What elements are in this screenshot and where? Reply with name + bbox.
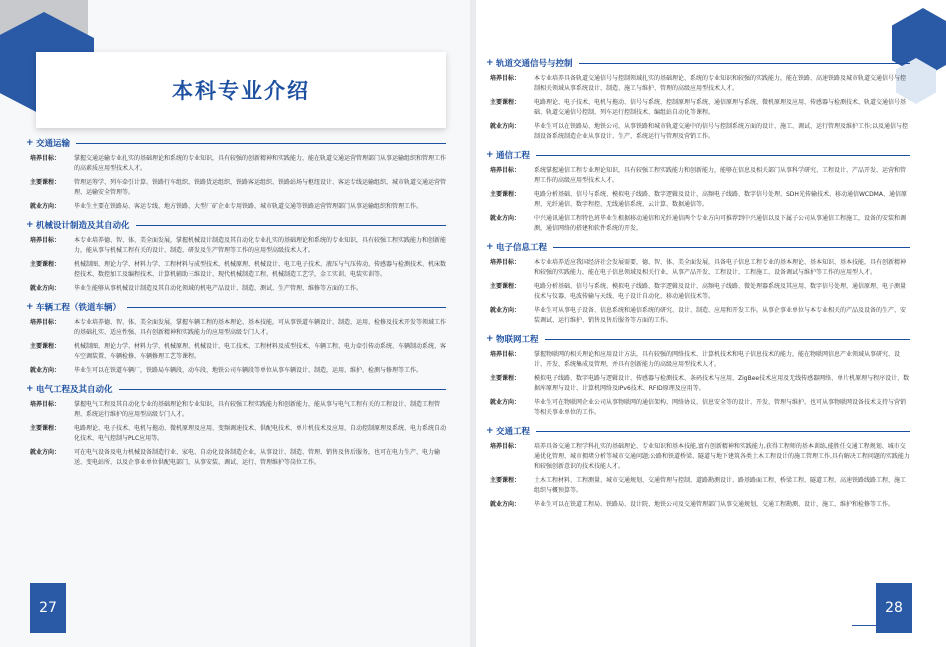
row-label: 培养目标： [490,443,521,450]
section-header [486,424,910,438]
info-row [26,284,446,294]
left-content [26,136,446,474]
info-row [26,366,446,376]
row-text: 电路理论、电子技术、电机与拖动、微机原理及应用、变频调速技术、供配电技术、单片机技术及应用、自动控制原理及系统、电力系统自动化技术、电气控制与PLC应用等。 [74,425,447,442]
plus-icon: + [26,138,34,148]
page-number-left: 27 [30,583,66,633]
info-row [486,374,910,394]
info-row [26,448,446,468]
row-text: 毕业生可从事电子设备、信息系统和通信系统的研究、设计、制造、应用和开发工作。从事企事业单位与本专业相关的产品及设备的生产、安装调试、运行维护、销售及售后服务等方面的工作。 [534,307,907,324]
plus-icon: + [486,426,494,436]
row-label: 主要课程： [30,179,61,186]
info-row [486,350,910,370]
page-title: 本科专业介绍 [172,79,310,103]
row-label: 就业方向： [490,307,521,314]
row-text: 毕业生可以在铁道工程局、铁路局、设计院、地铁公司及交通管理部门从事交通规划，交通工程勘测、设计、施工、维护和检修等工作。 [534,501,895,508]
row-text: 管理运筹学、列车牵引计算、铁路行车组织、铁路货运组织、铁路客运组织、铁路站场与枢纽设计、客运专线运输组织、城市轨道交通运营管理、运输安全管理等。 [74,179,447,196]
major-section [26,382,446,468]
info-row [486,214,910,234]
left-page [0,0,470,647]
section-rule [553,247,910,248]
section-header [486,56,910,70]
row-text: 掌握交通运输专业扎实的基础理论和系统的专业知识，具有较强的创新精神和实践能力，能在轨道交通运营管理部门从事运输组织和管理工作的高素质应用型技术人才。 [74,155,447,172]
major-section [26,136,446,212]
section-rule [76,143,446,144]
plus-icon: + [486,334,494,344]
row-label: 培养目标： [490,167,521,174]
row-text: 机械制图、理论力学、材料力学、工程材料与成型技术、机械原理、机械设计、电工电子技术、液压与气压传动、传感器与检测技术、机床数控技术、数控加工及编程技术、计算机辅助三维设计、现代机械制造工程、机械制造工艺学，金工实训、电装实训等。 [74,261,447,278]
row-label: 就业方向： [30,449,61,456]
info-row [486,166,910,186]
row-text: 本专业培养德、智、体、美全面发展，掌握车辆工程的基本理论、基本技能，可从事铁道车辆设计、制造、运用、检修及技术开发等领域工作的基础扎实、适应性强、具有创新精神和实践能力的应用型高级专门人才。 [74,319,447,336]
row-text: 土木工程材料、工程测量、城市交通规划、交通管理与控制、道路勘测设计、路基路面工程、桥梁工程、隧道工程、高速铁路线路工程、施工组织与概预算等。 [534,477,907,494]
row-label: 就业方向： [490,215,521,222]
plus-icon: + [26,384,34,394]
section-header [26,136,446,150]
row-label: 就业方向： [30,203,61,210]
row-text: 电路理论、电子技术、电机与拖动、信号与系统、控制原理与系统、通信原理与系统、微机原理及应用、传感器与检测技术、轨道交通信号基础、轨道交通信号控制、列车运行控制技术、编组站自动化等课程。 [534,99,907,116]
major-section [26,300,446,376]
plus-icon: + [26,220,34,230]
row-text: 系统掌握通信工程专业理论知识，具有较强工程实践能力和创新能力，能够在信息及相关部门从事科学研究、工程设计、产品开发、运营和管理工作的高级应用型技术人才。 [534,167,907,184]
row-text: 掌握电气工程及其自动化专业的基础理论和专业知识，具有较强工程实践能力和创新能力，能从事与电气工程有关的工程设计、制造工程管理、系统运行维护的应用型高级专门人才。 [74,401,441,418]
row-text: 模拟电子线路、数字电路与逻辑设计、传感器与检测技术、条码技术与应用、ZigBee技术应用及无线传感器网络、单片机原理与程序设计、数据库原理与设计、计算机网络及IPv6技术、RFID原理及应用等。 [534,375,910,392]
row-text: 毕业生能够从事机械设计制造及其自动化领域的机电产品设计、制造、测试、生产管理、维修等方面的工作。 [74,285,363,292]
info-row [26,424,446,444]
info-row [26,202,446,212]
info-row [486,258,910,278]
row-label: 培养目标： [30,319,61,326]
page-number-rule [852,625,876,626]
row-label: 主要课程： [490,99,521,106]
row-label: 主要课程： [490,375,521,382]
section-header [26,382,446,396]
section-rule [136,225,446,226]
section-title: 电子信息工程 [496,243,548,253]
title-banner [36,52,446,128]
section-rule [545,339,910,340]
plus-icon: + [486,150,494,160]
section-rule [119,389,446,390]
right-content [486,56,910,516]
row-label: 主要课程： [490,477,521,484]
info-row [486,500,910,510]
section-title: 物联网工程 [496,335,539,345]
section-title: 机械设计制造及其自动化 [36,221,130,231]
row-label: 主要课程： [30,261,61,268]
info-row [486,398,910,418]
row-text: 掌握物联网的相关理论和应用设计方法，具有较强的网络技术、计算机技术和电子信息技术的能力，能在物联网信息产业领域从事研究、设计、开发、系统集成及管理，并具有创新能力的高级应用型技术人才。 [534,351,901,368]
info-row [26,260,446,280]
section-title: 通信工程 [496,151,531,161]
section-header [26,218,446,232]
right-page [476,0,946,647]
major-section [486,56,910,142]
plus-icon: + [486,242,494,252]
section-title: 交通工程 [496,427,531,437]
row-text: 毕业生可在物联网企业公司从事物联网的通信架构、网络协议、信息安全等的设计、开发、管理与维护。也可从事物联网设备技术支持与营销等相关事业单位的工作。 [534,399,907,416]
info-row [486,442,910,472]
plus-icon: + [26,302,34,312]
row-text: 本专业培养适应我国经济社会发展需要，德、智、体、美全面发展，具备电子信息工程专业的基本理论、基本知识、基本技能，具有创新精神和较强的实践能力，能在电子信息领域及相关行业，从事产品开发、工程设计、工程施工、设备调试与维护等工作的应用型人才。 [534,259,907,276]
section-header [486,148,910,162]
plus-icon: + [486,58,494,68]
row-text: 中兴通讯通信工程特色班毕业生根据移动通信和光纤通信两个专业方向可推荐到中兴通信以及下属子公司从事通信工程施工，设备的安装和调测，通信网络的搭建和软件系统的开发。 [534,215,907,232]
info-row [486,476,910,496]
row-label: 培养目标： [30,155,61,162]
info-row [26,236,446,256]
row-label: 培养目标： [490,259,521,266]
info-row [26,342,446,362]
major-section [486,332,910,418]
row-label: 培养目标： [490,75,521,82]
row-text: 电路分析基础、信号与系统、模拟电子线路、数字逻辑及设计、高频电子线路、微处理器系统及其应用、数字信号处理、通信原理、电子测量技术与仪器、电波传输与天线、电子设计自动化、移动通信技术等。 [534,283,907,300]
page-number-right: 28 [876,583,912,633]
row-label: 就业方向： [30,367,61,374]
row-label: 就业方向： [490,123,521,130]
row-label: 培养目标： [30,401,61,408]
row-text: 机械制图、理论力学、材料力学、机械原理、机械设计、电工技术、工程材料及成型技术、车辆工程、电力牵引传动系统、车辆制动系统、客车空调装置、车辆检修、车辆修理工艺等课程。 [74,343,447,360]
major-section [486,240,910,326]
row-text: 毕业生可以在铁道车辆厂，铁路局车辆段、动车段、地铁公司车辆段等单位从事车辆设计、制造，运用、维护、检测与修理等工作。 [74,367,423,374]
row-label: 主要课程： [30,343,61,350]
row-text: 本专业培养德、智、体、美全面发展，掌握机械设计制造及其自动化专业扎实的基础理论和系统的专业知识，具有较强工程实践能力和创新能力，能从事与机械工程有关的设计、制造、研发及生产管理等工作的应用型高级技术人才。 [74,237,447,254]
row-text: 培养具备交通工程学科扎实的基础理论、专业知识和基本技能,富有创新精神和实践能力,获得工程师的基本训练,能胜任交通工程规划、城市交通优化管理、城市拥堵分析等城市交通问题;公路和铁道桥梁、隧道与地下建筑各类土木工程设计的施工管理工作,具有解决工程问题的实践能力和较强创新意识的技术技能人才。 [534,443,910,470]
row-label: 就业方向： [490,501,521,508]
section-rule [579,63,910,64]
row-text: 电路分析基础、信号与系统、模拟电子线路、数字逻辑及设计、高频电子线路、数字信号处理、SDH光传输技术、移动通信WCDMA、通信原理、光纤通信、数字程控、无线通信系统、云计算、数据通信等。 [534,191,907,208]
major-section [26,218,446,294]
section-rule [127,307,446,308]
section-title: 轨道交通信号与控制 [496,59,573,69]
info-row [26,400,446,420]
info-row [486,122,910,142]
info-row [486,98,910,118]
section-header [486,240,910,254]
section-rule [536,155,910,156]
section-header [26,300,446,314]
row-text: 本专业培养具备轨道交通信号与控制领域扎实的基础理论、系统的专业知识和较强的实践能力，能在铁路、高速铁路及城市轨道交通信号与控制相关领域从事系统设计、制造、施工与维护、管理的高级应用型技术人才。 [534,75,907,92]
section-title: 电气工程及其自动化 [36,385,113,395]
info-row [486,282,910,302]
row-label: 培养目标： [30,237,61,244]
row-label: 就业方向： [30,285,61,292]
row-label: 就业方向： [490,399,521,406]
major-section [486,424,910,510]
section-rule [536,431,910,432]
section-title: 车辆工程（铁道车辆） [36,303,122,313]
row-label: 主要课程： [490,283,521,290]
info-row [486,190,910,210]
info-row [26,154,446,174]
section-title: 交通运输 [36,139,71,149]
row-text: 毕业生主要在铁路局、客运专线、地方铁路、大型厂矿企业专用铁路、城市轨道交通等铁路运营管理部门从事运输组织和管理工作。 [74,203,423,210]
info-row [486,306,910,326]
section-header [486,332,910,346]
row-text: 毕业生可以在铁路局、地铁公司，从事铁路和城市轨道交通中的信号与控制系统方面的设计、施工、调试、运行管理及维护工作;以及通信与控制设备系统制造企业从事设计、生产、系统运行与管理及营销工作。 [534,123,909,140]
row-label: 培养目标： [490,351,521,358]
info-row [486,74,910,94]
row-label: 主要课程： [490,191,521,198]
info-row [26,178,446,198]
info-row [26,318,446,338]
row-label: 主要课程： [30,425,61,432]
row-text: 可在电气设备及电力机械设备制造行业、家电、自动化设备制造企业，从事设计、制造、管理、销售及售后服务，也可在电力生产、电力输送、变电站所、以及企事业单位供配电部门，从事安装、调试、运行、管理维护等岗位工作。 [74,449,441,466]
major-section [486,148,910,234]
